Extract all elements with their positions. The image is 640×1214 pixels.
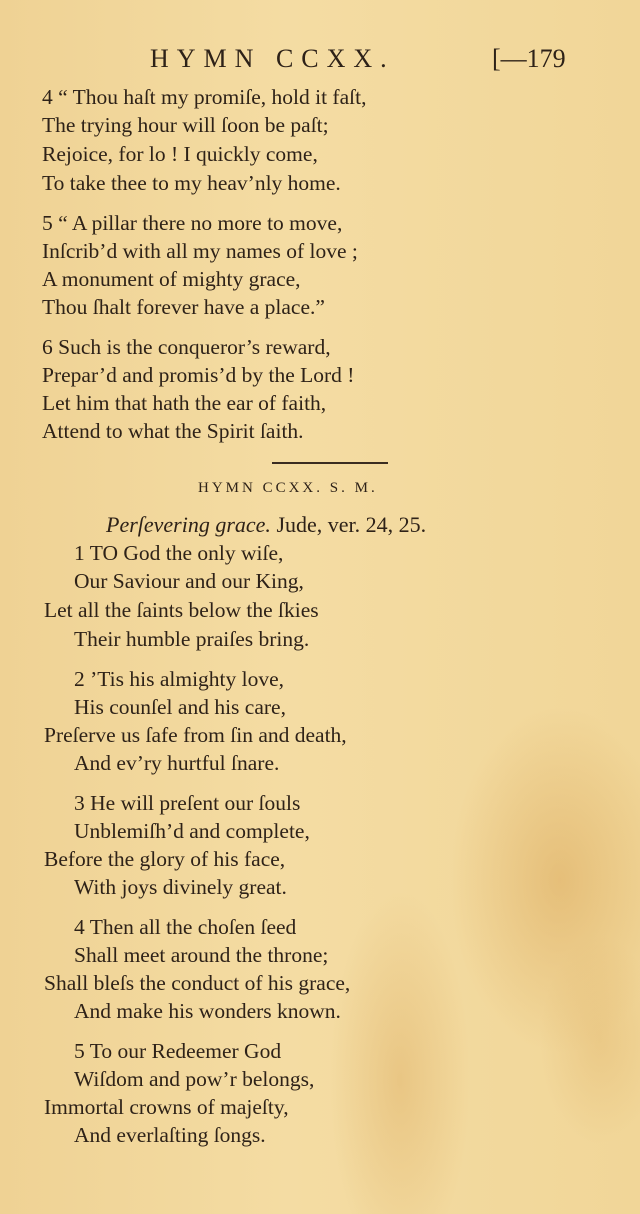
verse-line: Our Saviour and our King, — [74, 569, 304, 593]
verse-line: Before the glory of his face, — [44, 847, 286, 871]
verse-line: To take thee to my heav’nly home. — [42, 171, 341, 195]
hymn-subtitle — [106, 512, 426, 538]
verse-line: 4 “ Thou haſt my promiſe, hold it faſt, — [42, 85, 367, 109]
verse-line: 1 TO God the only wiſe, — [74, 541, 284, 565]
page-number: [—179 — [492, 44, 566, 73]
verse-line: And make his wonders known. — [74, 999, 341, 1023]
verse-line: 5 “ A pillar there no more to move, — [42, 211, 343, 235]
verse-line: 6 Such is the conqueror’s reward, — [42, 335, 331, 359]
verse-line: The trying hour will ſoon be paſt; — [42, 113, 329, 137]
verse-line: Immortal crowns of majeſty, — [44, 1095, 289, 1119]
verse-line: Thou ſhalt forever have a place.” — [42, 295, 325, 319]
verse-line: 2 ’Tis his almighty love, — [74, 667, 285, 691]
verse-line: His counſel and his care, — [74, 695, 286, 719]
running-title: HYMN CCXX. — [150, 44, 395, 73]
verse-line: Unblemiſh’d and complete, — [74, 819, 310, 843]
verse-line: Let all the ſaints below the ſkies — [44, 598, 319, 622]
verse-line: Preſerve us ſafe from ſin and death, — [44, 723, 347, 747]
hymn-theme: Perſevering grace. — [106, 512, 271, 537]
verse-line: 4 Then all the choſen ſeed — [74, 915, 297, 939]
verse-line: A monument of mighty grace, — [42, 267, 301, 291]
verse-line: And everlaſting ſongs. — [74, 1123, 266, 1147]
page-header — [0, 44, 640, 84]
verse-line: Attend to what the Spirit ſaith. — [42, 419, 304, 443]
verse-line: Let him that hath the ear of faith, — [42, 391, 327, 415]
hymn-heading: HYMN CCXX. S. M. — [198, 480, 378, 496]
verse-line: Shall meet around the throne; — [74, 943, 329, 967]
verse-line: With joys divinely great. — [74, 875, 287, 899]
verse-line: 3 He will preſent our ſouls — [74, 791, 301, 815]
verse-line: And ev’ry hurtful ſnare. — [74, 751, 280, 775]
verse-line: Shall bleſs the conduct of his grace, — [44, 971, 351, 995]
verse-line: Prepar’d and promis’d by the Lord ! — [42, 363, 355, 387]
verse-line: Wiſdom and pow’r belongs, — [74, 1067, 315, 1091]
verse-line: 5 To our Redeemer God — [74, 1039, 282, 1063]
section-divider — [272, 462, 388, 464]
scripture-reference: Jude, ver. 24, 25. — [276, 512, 427, 537]
verse-line: Inſcrib’d with all my names of love ; — [42, 239, 358, 263]
verse-line: Rejoice, for lo ! I quickly come, — [42, 142, 318, 166]
verse-line: Their humble praiſes bring. — [74, 627, 310, 651]
